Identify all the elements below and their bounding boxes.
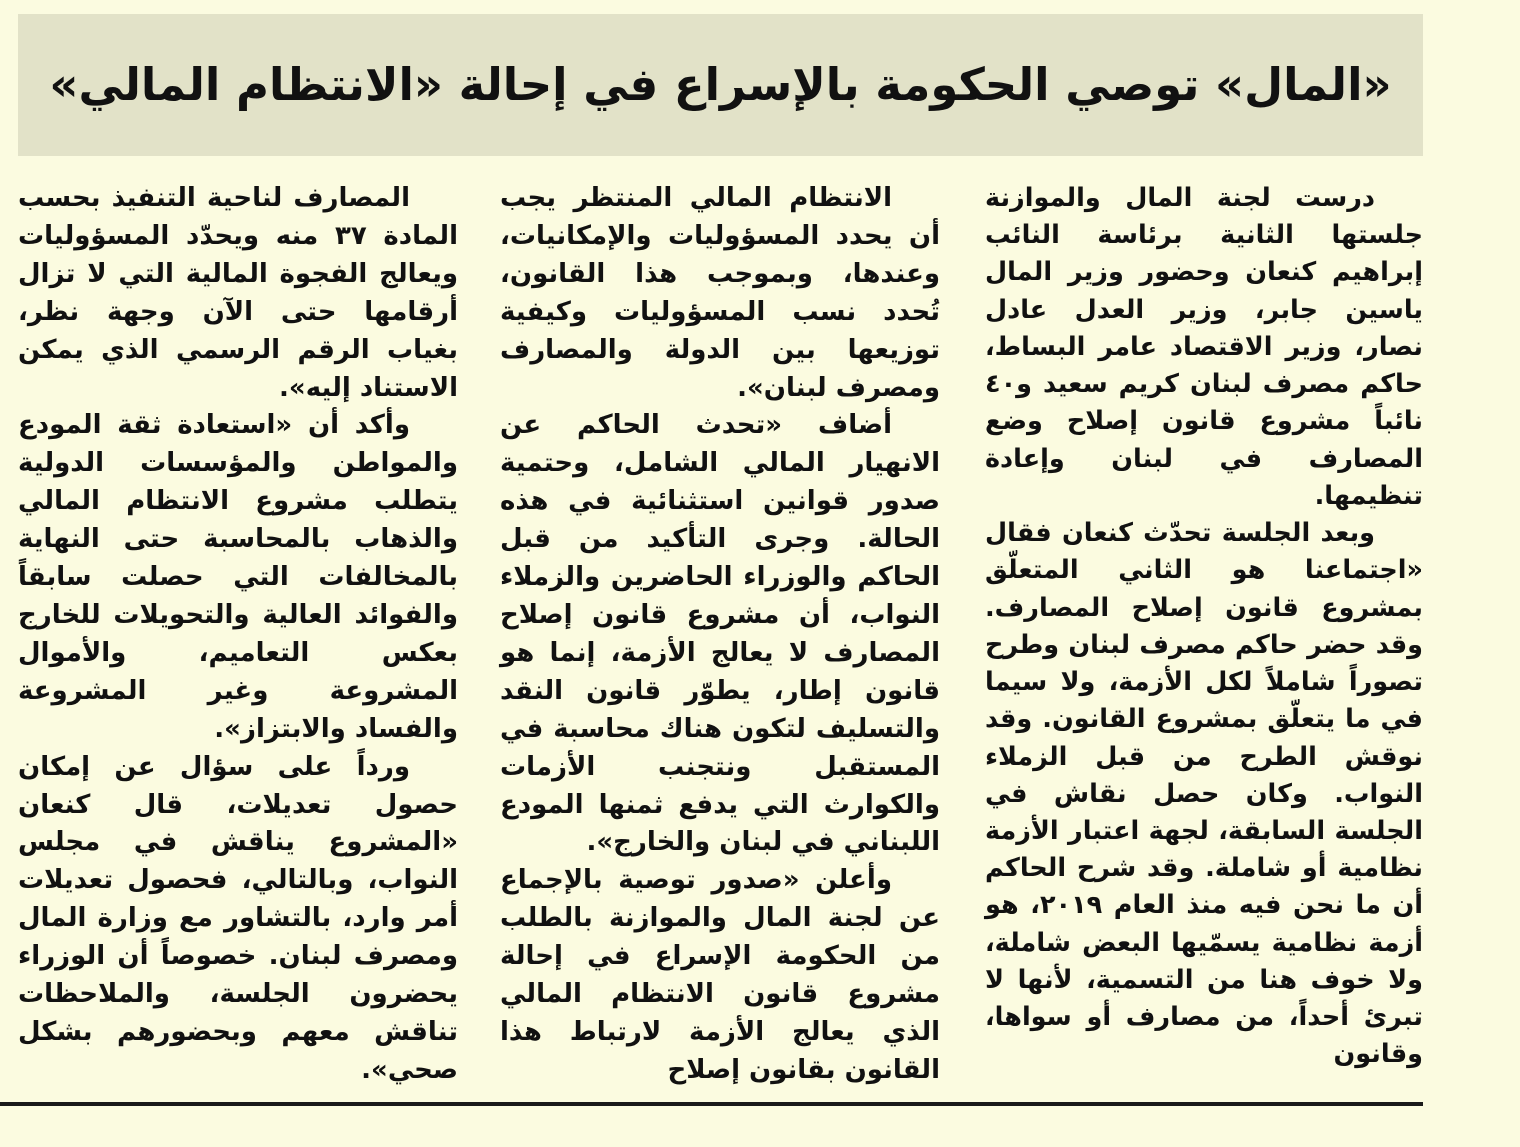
body-paragraph: المصارف لناحية التنفيذ بحسب المادة ٣٧ منه ويحدّد المسؤوليات ويعالج الفجوة المالية التي لا تزال أرقامها حتى الآن وجهة نظر، بغياب الرقم الرسمي الذي يمكن الاستناد إليه». — [18, 183, 458, 403]
article-column-right — [985, 180, 1423, 1074]
body-paragraph: وأعلن «صدور توصية بالإجماع عن لجنة المال والموازنة بالطلب من الحكومة الإسراع في إحالة مشروع قانون الانتظام المالي الذي يعالج الأزمة لارتباط هذا القانون بقانون إصلاح — [500, 865, 940, 1085]
article-headline: «المال» توصي الحكومة بالإسراع في إحالة «الانتظام المالي» — [49, 58, 1392, 112]
article-column-left — [18, 180, 458, 1090]
article-column-middle — [500, 180, 940, 1090]
body-paragraph: أضاف «تحدث الحاكم عن الانهيار المالي الشامل، وحتمية صدور قوانين استثنائية في هذه الحالة. وجرى التأكيد من قبل الحاكم والوزراء الحاضرين والزملاء النواب، أن مشروع قانون إصلاح المصارف لا يعالج الأزمة، إنما هو قانون إطار، يطوّر قانون النقد والتسليف لتكون هناك محاسبة في المستقبل ونتجنب الأزمات والكوارث التي يدفع ثمنها المودع اللبناني في لبنان والخارج». — [500, 410, 940, 858]
body-paragraph: درست لجنة المال والموازنة جلستها الثانية برئاسة النائب إبراهيم كنعان وحضور وزير المال ياسين جابر، وزير العدل عادل نصار، وزير الاقتصاد عامر البساط، حاكم مصرف لبنان كريم سعيد و٤٠ نائباً مشروع قانون إصلاح وضع المصارف في لبنان وإعادة تنظيمها. — [985, 183, 1423, 511]
body-paragraph: ورداً على سؤال عن إمكان حصول تعديلات، قال كنعان «المشروع يناقش في مجلس النواب، وبالتالي، فحصول تعديلات أمر وارد، بالتشاور مع وزارة المال ومصرف لبنان. خصوصاً أن الوزراء يحضرون الجلسة، والملاحظات تناقش معهم وبحضورهم بشكل صحي». — [18, 751, 458, 1085]
body-paragraph: وأكد أن «استعادة ثقة المودع والمواطن والمؤسسات الدولية يتطلب مشروع الانتظام المالي والذهاب بالمحاسبة حتى النهاية بالمخالفات التي حصلت سابقاً والفوائد العالية والتحويلات للخارج بعكس التعاميم، والأموال المشروعة وغير المشروعة والفساد والابتزاز». — [18, 410, 458, 744]
headline-banner — [18, 14, 1423, 156]
body-paragraph: وبعد الجلسة تحدّث كنعان فقال «اجتماعنا هو الثاني المتعلّق بمشروع قانون إصلاح المصارف. وقد حضر حاكم مصرف لبنان وطرح تصوراً شاملاً لكل الأزمة، ولا سيما في ما يتعلّق بمشروع القانون. وقد نوقش الطرح من قبل الزملاء النواب. وكان حصل نقاش في الجلسة السابقة، لجهة اعتبار الأزمة نظامية أو شاملة. وقد شرح الحاكم أن ما نحن فيه منذ العام ٢٠١٩، هو أزمة نظامية يسمّيها البعض شاملة، ولا خوف هنا من التسمية، لأنها لا تبرئ أحداً، من مصارف أو سواها، وقانون — [985, 518, 1423, 1070]
body-paragraph: الانتظام المالي المنتظر يجب أن يحدد المسؤوليات والإمكانيات، وعندها، وبموجب هذا القانون، تُحدد نسب المسؤوليات وكيفية توزيعها بين الدولة والمصارف ومصرف لبنان». — [500, 183, 940, 403]
bottom-divider — [0, 1102, 1423, 1106]
